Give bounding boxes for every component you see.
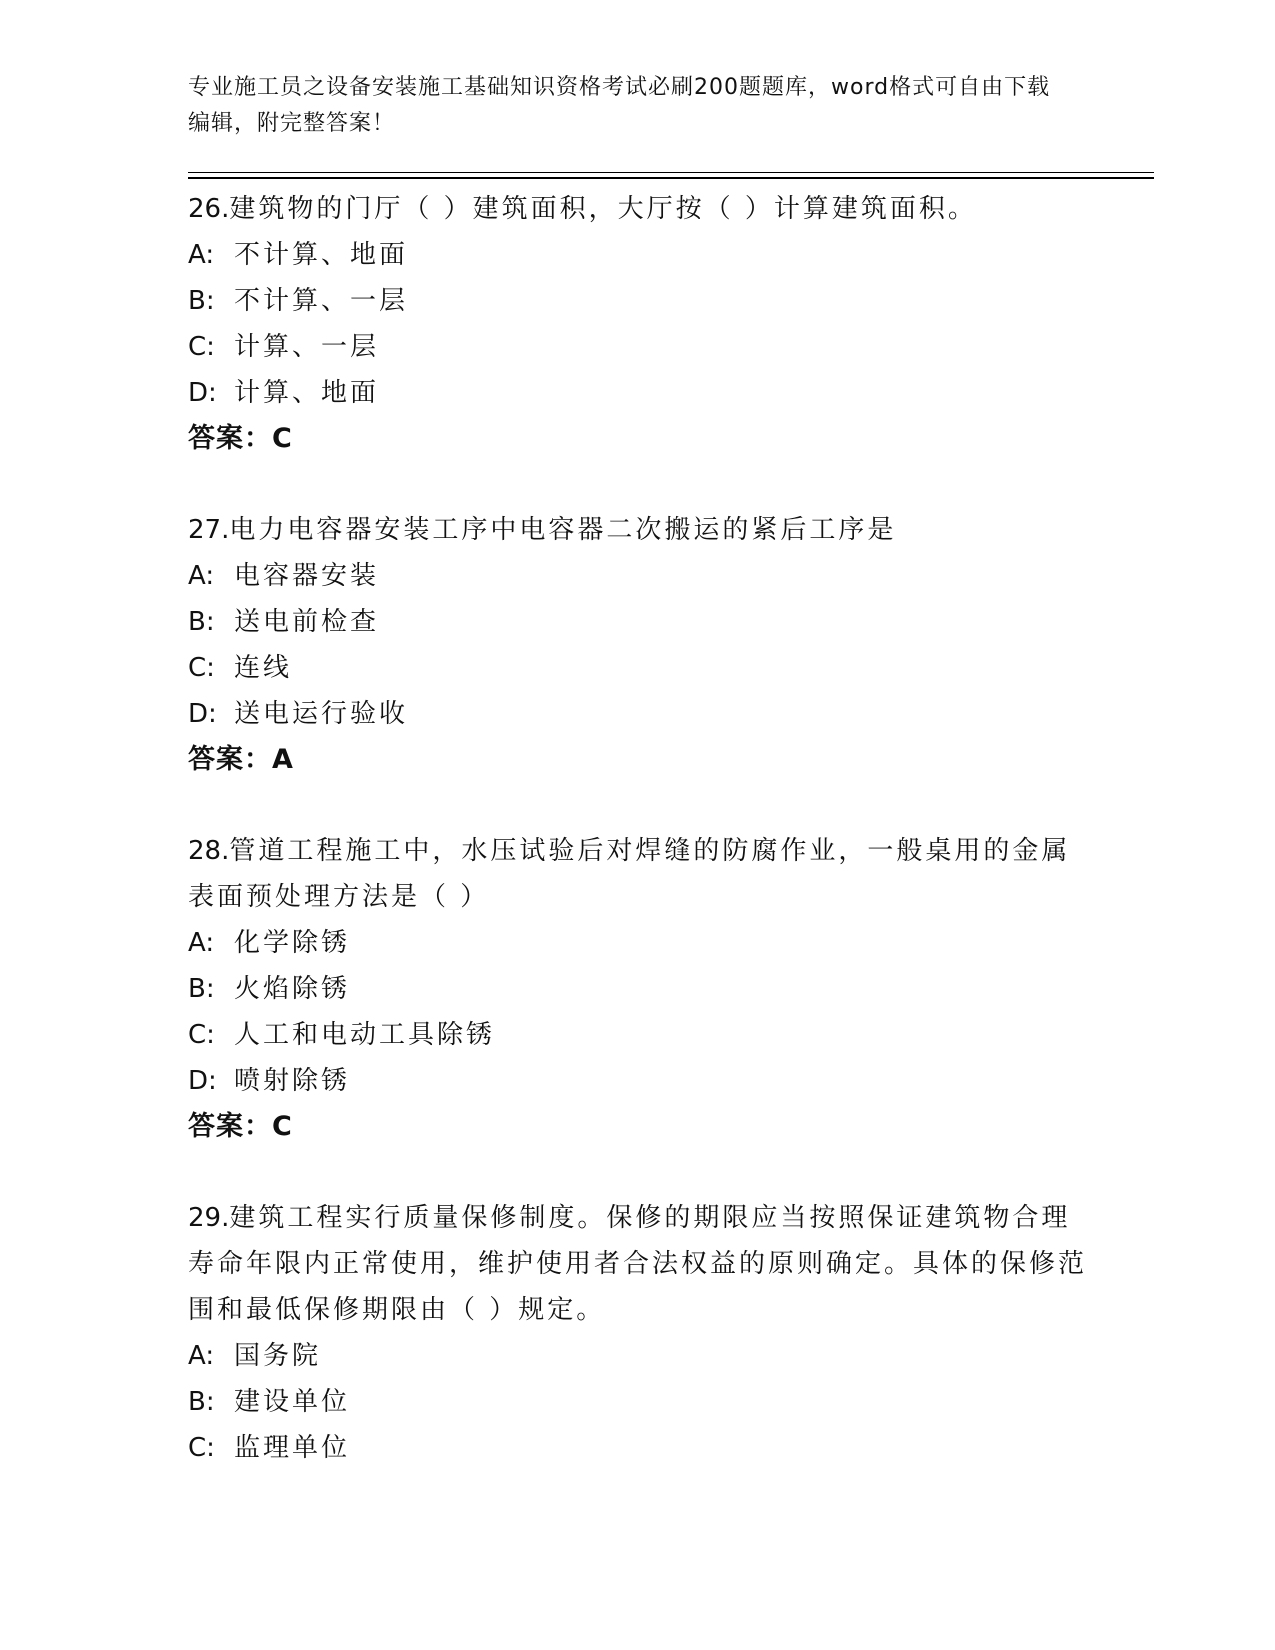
option-a — [188, 553, 1088, 599]
question-number: 28. — [188, 836, 230, 866]
option-key: A: — [188, 928, 215, 958]
option-b — [188, 1379, 1088, 1425]
option-c — [188, 324, 1088, 370]
question-number: 26. — [188, 194, 230, 224]
option-key: D: — [188, 1066, 217, 1096]
header-divider-bottom — [188, 177, 1154, 179]
option-key: A: — [188, 240, 215, 270]
option-b — [188, 599, 1088, 645]
answer-line: 答案：A — [188, 744, 294, 775]
option-text: 电容器安装 — [234, 561, 380, 591]
option-c — [188, 1012, 1088, 1058]
option-key: B: — [188, 286, 215, 316]
question-text — [188, 507, 1088, 553]
option-key: C: — [188, 332, 215, 362]
question-28 — [188, 828, 1088, 1150]
question-text — [188, 186, 1088, 232]
option-b — [188, 966, 1088, 1012]
answer-line: 答案：C — [188, 423, 293, 454]
option-c — [188, 1425, 1088, 1471]
option-a — [188, 232, 1088, 278]
option-key: D: — [188, 378, 217, 408]
option-d — [188, 1058, 1088, 1104]
option-text: 建设单位 — [234, 1387, 351, 1417]
option-key: C: — [188, 1433, 215, 1463]
option-b — [188, 278, 1088, 324]
option-key: A: — [188, 1341, 215, 1371]
option-key: B: — [188, 607, 215, 637]
option-a — [188, 1333, 1088, 1379]
question-stem: 建筑工程实行质量保修制度。保修的期限应当按照保证建筑物合理寿命年限内正常使用，维护使用者合法权益的原则确定。具体的保修范围和最低保修期限由（ ）规定。 — [188, 1203, 1088, 1325]
question-list — [188, 186, 1088, 1516]
option-key: B: — [188, 974, 215, 1004]
option-key: B: — [188, 1387, 215, 1417]
question-text — [188, 1195, 1088, 1333]
question-stem: 电力电容器安装工序中电容器二次搬运的紧后工序是 — [229, 515, 897, 545]
option-text: 送电运行验收 — [234, 699, 409, 729]
header-intro-text: 专业施工员之设备安装施工基础知识资格考试必刷200题题库，word格式可自由下载编辑，附完整答案！ — [188, 75, 1051, 136]
option-text: 不计算、一层 — [234, 286, 409, 316]
option-d — [188, 691, 1088, 737]
option-text: 计算、地面 — [234, 378, 380, 408]
option-key: C: — [188, 1020, 215, 1050]
answer-line: 答案：C — [188, 1111, 293, 1142]
option-key: A: — [188, 561, 215, 591]
header-divider-top — [188, 172, 1154, 173]
option-c — [188, 645, 1088, 691]
option-text: 计算、一层 — [234, 332, 380, 362]
option-text: 监理单位 — [234, 1433, 351, 1463]
option-key: D: — [188, 699, 217, 729]
question-26 — [188, 186, 1088, 462]
question-number: 27. — [188, 515, 230, 545]
option-d — [188, 370, 1088, 416]
option-text: 国务院 — [234, 1341, 322, 1371]
option-text: 火焰除锈 — [234, 974, 351, 1004]
option-text: 人工和电动工具除锈 — [234, 1020, 496, 1050]
question-number: 29. — [188, 1203, 230, 1233]
question-stem: 管道工程施工中，水压试验后对焊缝的防腐作业，一般桌用的金属表面预处理方法是（ ） — [188, 836, 1071, 912]
option-text: 送电前检查 — [234, 607, 380, 637]
option-text: 化学除锈 — [234, 928, 351, 958]
question-29 — [188, 1195, 1088, 1471]
question-text — [188, 828, 1088, 920]
option-text: 不计算、地面 — [234, 240, 409, 270]
option-a — [188, 920, 1088, 966]
option-key: C: — [188, 653, 215, 683]
option-text: 连线 — [234, 653, 293, 683]
option-text: 喷射除锈 — [234, 1066, 351, 1096]
question-stem: 建筑物的门厅（ ）建筑面积，大厅按（ ）计算建筑面积。 — [229, 194, 977, 224]
document-header — [188, 70, 1068, 142]
question-27 — [188, 507, 1088, 783]
